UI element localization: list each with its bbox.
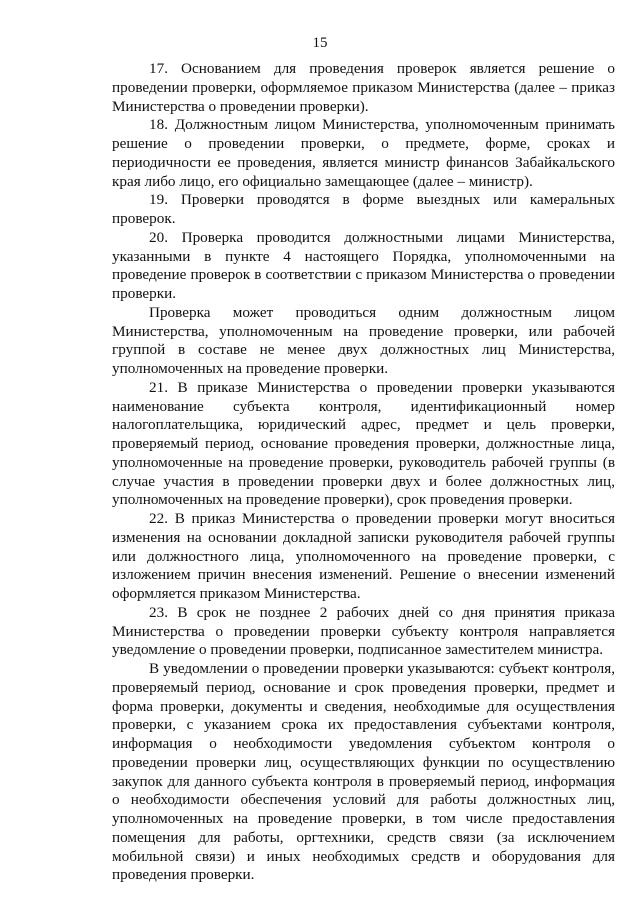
page-number: 15 [312, 35, 328, 51]
paragraph-item-20: 20. Проверка проводится должностными лицами Министерства, указанными в пункте 4 настоящего Порядка, уполномоченными на проведение проверок в соответствии с приказом Министерства о проведении проверки. [112, 228, 615, 302]
paragraph-item-19: 19. Проверки проводятся в форме выездных или камеральных проверок. [112, 191, 615, 227]
paragraph-item-18: 18. Должностным лицом Министерства, уполномоченным принимать решение о проведении проверки, о предмете, форме, сроках и периодичности ее проведения, является министр финансов Забайкальского края либо лицо, его официально замещающее (далее – министр). [112, 116, 615, 190]
paragraph-item-23: 23. В срок не позднее 2 рабочих дней со дня принятия приказа Министерства о проведении проверки субъекту контроля направляется уведомление о проведении проверки, подписанное заместителем министра. [112, 603, 615, 659]
document-body [112, 60, 615, 885]
paragraph-item-21: 21. В приказе Министерства о проведении проверки указываются наименование субъекта контроля, идентификационный номер налогоплательщика, юридический адрес, предмет и цель проверки, проверяемый период, основание проведения проверки, должностные лица, уполномоченные на проведение проверки, руководитель рабочей группы (в случае участия в проведении проверки двух и более должностных лиц, уполномоченных на проведение проверки), срок проведения проверки. [112, 378, 615, 509]
paragraph-item-17: 17. Основанием для проведения проверок является решение о проведении проверки, оформляемое приказом Министерства (далее – приказ Министерства о проведении проверки). [112, 60, 615, 115]
paragraph-item-22: 22. В приказ Министерства о проведении проверки могут вноситься изменения на основании докладной записки руководителя рабочей группы или должностного лица, уполномоченного на проведение проверки, с изложением причин внесения изменений. Решение о внесении изменений оформляется приказом Министерства. [112, 510, 615, 602]
paragraph-item-20-continued: Проверка может проводиться одним должностным лицом Министерства, уполномоченным на проведение проверки, или рабочей группой в составе не менее двух должностных лиц Министерства, уполномоченных на проведение проверки. [112, 303, 615, 377]
paragraph-item-23-continued: В уведомлении о проведении проверки указываются: субъект контроля, проверяемый период, основание и срок проведения проверки, предмет и форма проверки, документы и сведения, необходимые для осуществления проверки, с указанием срока их предоставления субъектами контроля, информация о необходимости уведомления субъектом контроля о проведении проверки лиц, осуществляющих функции по осуществлению закупок для данного субъекта контроля в проверяемый период, информация о необходимости обеспечения условий для работы должностных лиц, уполномоченных на проведение проверки, в том числе предоставления помещения для работы, оргтехники, средств связи (за исключением мобильной связи) и иных необходимых средств и оборудования для проведения проверки. [112, 660, 615, 884]
